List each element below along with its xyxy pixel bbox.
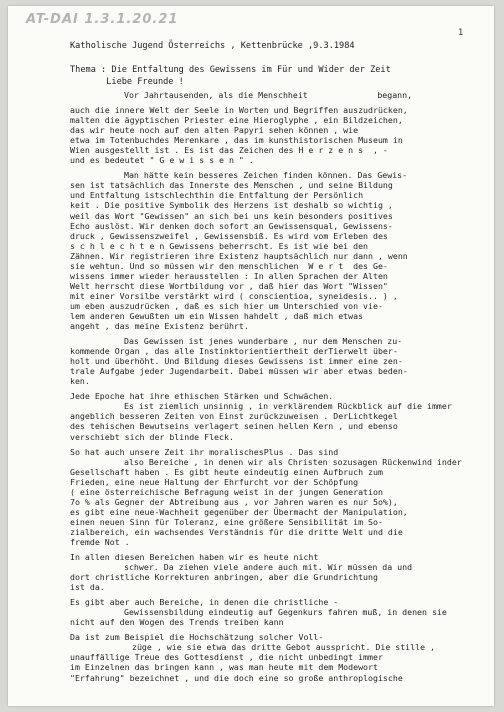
text-line: und es bedeutet " G e w i s s e n " .: [70, 155, 254, 166]
text-line: lem anderen Gewußten um ein Wissen hahdelt , daß mich etwas: [70, 310, 364, 321]
text-line: fremde Not .: [70, 536, 130, 547]
text-line: druck , Gewissenszweifel , Gewissensbiß. Es wird vom Erleben des: [70, 230, 388, 241]
text-line: nicht auf den Wogen des Trends treiben kann: [70, 617, 284, 628]
text-line: trale Aufgabe jeder Jugendarbeit. Dabei müssen wir aber etwas beden-: [70, 366, 408, 377]
text-line: Gesellschaft haben . Es gibt heute eindeutig einen Aufbruch zum: [70, 466, 383, 477]
text-line: auch die innere Welt der Seele in Worten und Begriffen auszudrücken,: [70, 105, 408, 116]
text-line: einen neuen Sinn für Toleranz, eine größere Sensibilität im So-: [70, 516, 383, 527]
text-line: etwa im Totenbuchdes Merenkare , das im kunsthistorischen Museum in: [70, 135, 403, 146]
text-line: Gewissensbildung eindeutig auf Gegenkurs fahren muß, in denen sie: [124, 607, 447, 618]
text-line: s c h l e c h t e n Gewissens beherrscht. Es ist wie bei den: [70, 240, 369, 251]
text-line: angeblich besseren Zeiten von Einst zurückzuweisen . DerLichtkegel: [70, 411, 398, 422]
page-number: 1: [458, 28, 464, 38]
text-line: kommende Organ , das alle Instinktorientiertheit derTierwelt über-: [70, 346, 398, 357]
text-line: sen ist tatsächlich das Innerste des Menschen , und seine Bildung: [70, 180, 393, 191]
text-line: zialbereich, ein wachsendes Verständnis für die dritte Welt und die: [70, 526, 403, 537]
text-line: holt und überhöht. Und Bildung dieses Gewissens ist immer eine zen-: [70, 356, 403, 367]
text-line: ist da.: [70, 582, 105, 593]
text-line: um eben auszudrücken , daß es sich hier um Unterschied von vie-: [70, 300, 383, 311]
text-line: malten die ägyptischen Priester eine Hieroglyphe , ein Bildzeichen,: [70, 115, 403, 126]
text-line: Das Gewissen ist jenes wunderbare , nur dem Menschen zu-: [124, 336, 403, 347]
text-line: "Erfahrung" bezeichnet , und die doch eine so große anthroplogische: [70, 672, 403, 683]
text-line: schwer. Da ziehen viele andere auch mit. Wir müssen da und: [124, 562, 413, 573]
text-line: Echo auslöst. Wir denken doch sofort an Gewissensqual, Gewissens-: [70, 220, 393, 231]
text-line: Es gibt aber auch Bereiche, in denen die christliche -: [70, 597, 339, 608]
text-line: dort christliche Korrekturen anbringen, aber die Grundrichtung: [70, 572, 378, 583]
text-line: Vor Jahrtausenden, als die Menschheit begann,: [124, 90, 413, 100]
text-line: Man hätte kein besseres Zeichen finden können. Das Gewis-: [124, 170, 408, 181]
document-page: [8, 6, 494, 706]
text-line: sie wehtun. Und so müssen wir den menschlichen W e r t des Ge-: [70, 260, 388, 271]
text-line: des tehischen Bewutseins verlagert seinen hellen Kern , und ebenso: [70, 421, 398, 432]
text-line: mit einer Vorsilbe verstärkt wird ( conscientioa, syneidesis.. ) ,: [70, 290, 398, 301]
archive-stamp: AT-DAI 1.3.1.20.21: [26, 12, 179, 27]
text-line: es gibt eine neue-Wachheit gegenüber der Übermacht der Manipulation,: [70, 506, 408, 517]
text-line: verschiebt sich der blinde Fleck.: [70, 431, 234, 442]
text-line: ( eine österreichische Befragung weist in der jungen Generation: [70, 486, 383, 497]
text-line: Zähnen. Wir registrieren ihre Existenz hauptsächlich nur dann , wenn: [70, 250, 408, 261]
text-line: Jede Epoche hat ihre ethischen Stärken und Schwächen.: [70, 391, 334, 402]
text-line: 7o % als Gegner der Abtreibung aus , vor Jahren waren es nur 5o%),: [70, 496, 398, 507]
text-line: angeht , das meine Existenz berührt.: [70, 321, 249, 332]
text-line: züge , wie sie etwa das dritte Gebot ausspricht. Die stille ,: [132, 642, 435, 653]
text-line: also Bereiche , in denen wir als Christen sozusagen Rückenwind inder: [124, 456, 462, 467]
text-line: keit . Die positive Symbolik des Herzens ist deshalb so wichtig ,: [70, 200, 393, 211]
text-line: unauffällige Treue des Gottesdienst , die nicht unbedingt immer: [70, 652, 383, 663]
text-line: Welt herrscht diese Wortbildung vor , daß hier das Wort "Wissen": [70, 280, 388, 291]
text-line: weil das Wort "Gewissen" an sich bei uns kein besonders positives: [70, 210, 393, 221]
text-line: wissens immer wieder herausstellen : In allen Sprachen der Alten: [70, 270, 388, 281]
body-text: [8, 90, 494, 683]
document-subject: Thema : Die Entfaltung des Gewissens im Für und Wider der Zeit Liebe Freunde !: [70, 65, 391, 87]
text-line: und Entfaltung istschlechthin die Entfaltung der Persönlich: [70, 190, 364, 201]
text-line: das wir heute noch auf den alten Papyri sehen können , wie: [70, 125, 359, 136]
text-line: ken.: [70, 376, 90, 387]
text-line: Da ist zum Beispiel die Hochschätzung solcher Voll-: [70, 632, 324, 643]
text-line: Es ist ziemlich unsinnig , in verklärendem Rückblick auf die immer: [124, 401, 452, 412]
text-line: So hat auch unsere Zeit ihr moralischesPlus . Das sind: [70, 446, 339, 457]
document-header: Katholische Jugend Österreichs , Kettenbrücke ,9.3.1984: [70, 41, 355, 51]
text-line: In allen diesen Bereichen haben wir es heute nicht: [70, 552, 319, 563]
text-line: Wien ausgestellt ist . Es ist das Zeichen des H e r z e n s , -: [70, 145, 388, 156]
text-line: im Einzelnen das bringen kann , was man heute mit dem Modewort: [70, 662, 378, 673]
text-line: Frieden, eine neue Haltung der Ehrfurcht vor der Schöpfung: [70, 476, 359, 487]
